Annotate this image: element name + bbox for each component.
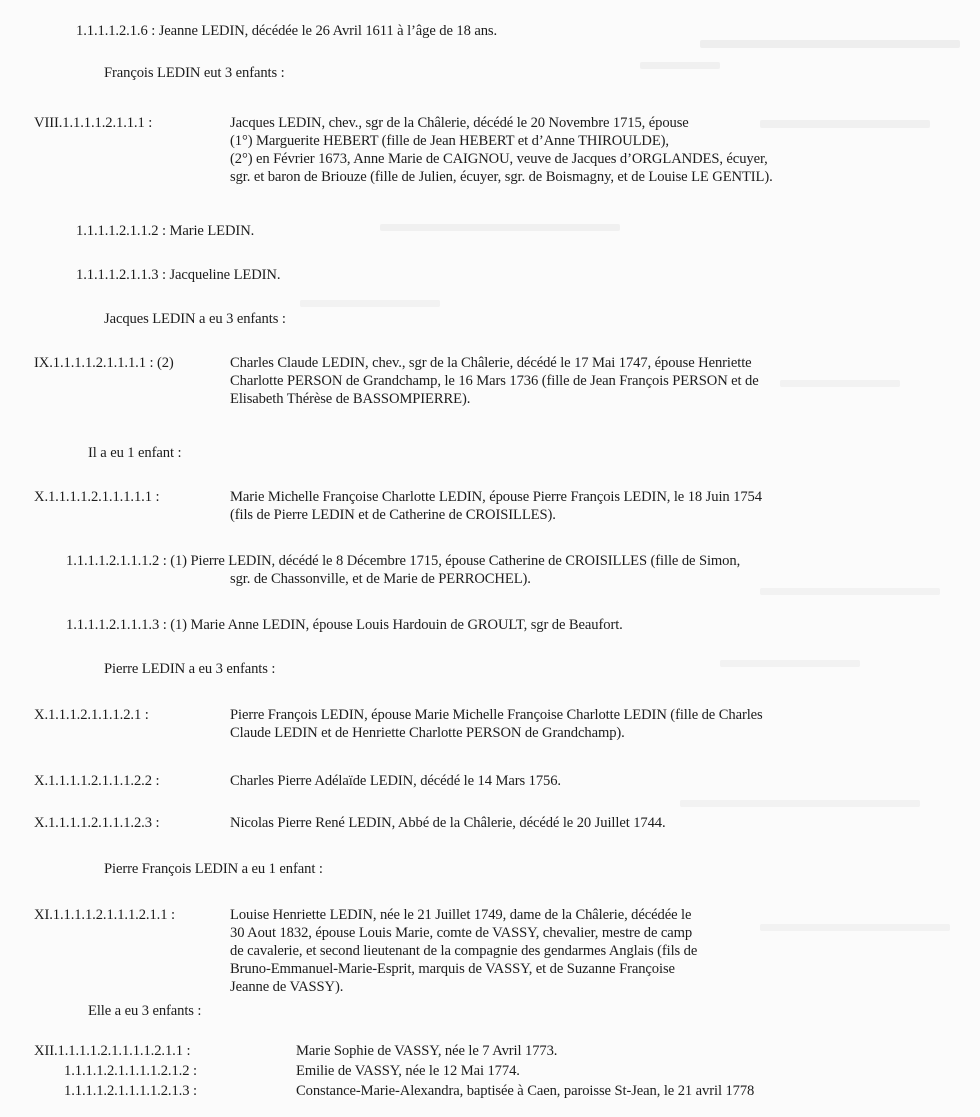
entry-louise-henriette-line2: 30 Aout 1832, épouse Louis Marie, comte de VASSY, chevalier, mestre de camp — [230, 925, 693, 941]
entry-louise-henriette-line4: Bruno-Emmanuel-Marie-Esprit, marquis de VASSY, et de Suzanne Françoise — [230, 961, 675, 977]
entry-marie-michelle-line2: (fils de Pierre LEDIN et de Catherine de CROISILLES). — [230, 507, 556, 523]
entry-charles-claude-line3: Elisabeth Thérèse de BASSOMPIERRE). — [230, 391, 471, 407]
bleed-through-mark — [760, 588, 940, 595]
bleed-through-mark — [780, 380, 900, 387]
entry-jacqueline: 1.1.1.1.2.1.1.3 : Jacqueline LEDIN. — [76, 267, 281, 283]
bleed-through-mark — [680, 800, 920, 807]
entry-code-marie-michelle: X.1.1.1.1.2.1.1.1.1.1 : — [34, 489, 160, 505]
entry-code-louise-henriette: XI.1.1.1.1.2.1.1.1.2.1.1 : — [34, 907, 175, 923]
entry-charles-claude-line2: Charlotte PERSON de Grandchamp, le 16 Mars 1736 (fille de Jean François PERSON et de — [230, 373, 759, 389]
entry-nicolas: Nicolas Pierre René LEDIN, Abbé de la Châlerie, décédé le 20 Juillet 1744. — [230, 815, 666, 831]
entry-marie-anne: 1.1.1.1.2.1.1.1.3 : (1) Marie Anne LEDIN, épouse Louis Hardouin de GROULT, sgr de Beaufort. — [66, 617, 623, 633]
entry-emilie: Emilie de VASSY, née le 12 Mai 1774. — [296, 1063, 520, 1079]
entry-code-pierre-francois: X.1.1.1.2.1.1.1.2.1 : — [34, 707, 149, 723]
entry-jacques-line2: (1°) Marguerite HEBERT (fille de Jean HEBERT et d’Anne THIROULDE), — [230, 133, 669, 149]
entry-code-charles-pierre: X.1.1.1.1.2.1.1.1.2.2 : — [34, 773, 160, 789]
entry-pierre-line2: sgr. de Chassonville, et de Marie de PERROCHEL). — [230, 571, 531, 587]
bleed-through-mark — [380, 224, 620, 231]
bleed-through-mark — [640, 62, 720, 69]
bleed-through-mark — [700, 40, 960, 48]
entry-pierre-line1: 1.1.1.1.2.1.1.1.2 : (1) Pierre LEDIN, décédé le 8 Décembre 1715, épouse Catherine de CROISILLES (fille de Simon, — [66, 553, 741, 569]
entry-marie-michelle-line1: Marie Michelle Françoise Charlotte LEDIN, épouse Pierre François LEDIN, le 18 Juin 1754 — [230, 489, 762, 505]
entry-louise-henriette-line5: Jeanne de VASSY). — [230, 979, 344, 995]
entry-louise-henriette-line1: Louise Henriette LEDIN, née le 21 Juillet 1749, dame de la Châlerie, décédée le — [230, 907, 692, 923]
entry-charles-pierre: Charles Pierre Adélaïde LEDIN, décédé le 14 Mars 1756. — [230, 773, 561, 789]
entry-pierre-francois-line2: Claude LEDIN et de Henriette Charlotte PERSON de Grandchamp). — [230, 725, 625, 741]
entry-code-marie-sophie: XII.1.1.1.1.2.1.1.1.1.2.1.1 : — [34, 1043, 191, 1059]
bleed-through-mark — [760, 924, 950, 931]
entry-charles-claude-line1: Charles Claude LEDIN, chev., sgr de la Châlerie, décédé le 17 Mai 1747, épouse Henriette — [230, 355, 752, 371]
entry-louise-henriette-line3: de cavalerie, et second lieutenant de la compagnie des gendarmes Anglais (fils de — [230, 943, 698, 959]
entry-code-charles-claude: IX.1.1.1.1.2.1.1.1.1 : (2) — [34, 355, 174, 371]
entry-jacques-line4: sgr. et baron de Briouze (fille de Julien, écuyer, sgr. de Boismagny, et de Louise LE GENTIL). — [230, 169, 773, 185]
entry-code-constance: 1.1.1.1.2.1.1.1.1.2.1.3 : — [64, 1083, 197, 1099]
bleed-through-mark — [300, 300, 440, 307]
section-heading-pierre: Pierre LEDIN a eu 3 enfants : — [104, 661, 276, 677]
section-heading-francois: François LEDIN eut 3 enfants : — [104, 65, 285, 81]
entry-code-nicolas: X.1.1.1.1.2.1.1.1.2.3 : — [34, 815, 160, 831]
entry-constance: Constance-Marie-Alexandra, baptisée à Caen, paroisse St-Jean, le 21 avril 1778 — [296, 1083, 755, 1099]
entry-marie: 1.1.1.1.2.1.1.2 : Marie LEDIN. — [76, 223, 255, 239]
entry-code-jacques: VIII.1.1.1.1.2.1.1.1 : — [34, 115, 153, 131]
entry-jacques-line1: Jacques LEDIN, chev., sgr de la Châlerie, décédé le 20 Novembre 1715, épouse — [230, 115, 689, 131]
section-heading-jacques: Jacques LEDIN a eu 3 enfants : — [104, 311, 286, 327]
entry-jeanne: 1.1.1.1.2.1.6 : Jeanne LEDIN, décédée le 26 Avril 1611 à l’âge de 18 ans. — [76, 23, 498, 39]
section-heading-pierre-francois: Pierre François LEDIN a eu 1 enfant : — [104, 861, 323, 877]
bleed-through-mark — [720, 660, 860, 667]
entry-jacques-line3: (2°) en Février 1673, Anne Marie de CAIGNOU, veuve de Jacques d’ORGLANDES, écuyer, — [230, 151, 768, 167]
section-heading-elle: Elle a eu 3 enfants : — [88, 1003, 202, 1019]
bleed-through-mark — [760, 120, 930, 128]
section-heading-il: Il a eu 1 enfant : — [88, 445, 182, 461]
entry-code-emilie: 1.1.1.1.2.1.1.1.1.2.1.2 : — [64, 1063, 197, 1079]
entry-marie-sophie: Marie Sophie de VASSY, née le 7 Avril 1773. — [296, 1043, 558, 1059]
entry-pierre-francois-line1: Pierre François LEDIN, épouse Marie Michelle Françoise Charlotte LEDIN (fille de Charles — [230, 707, 763, 723]
